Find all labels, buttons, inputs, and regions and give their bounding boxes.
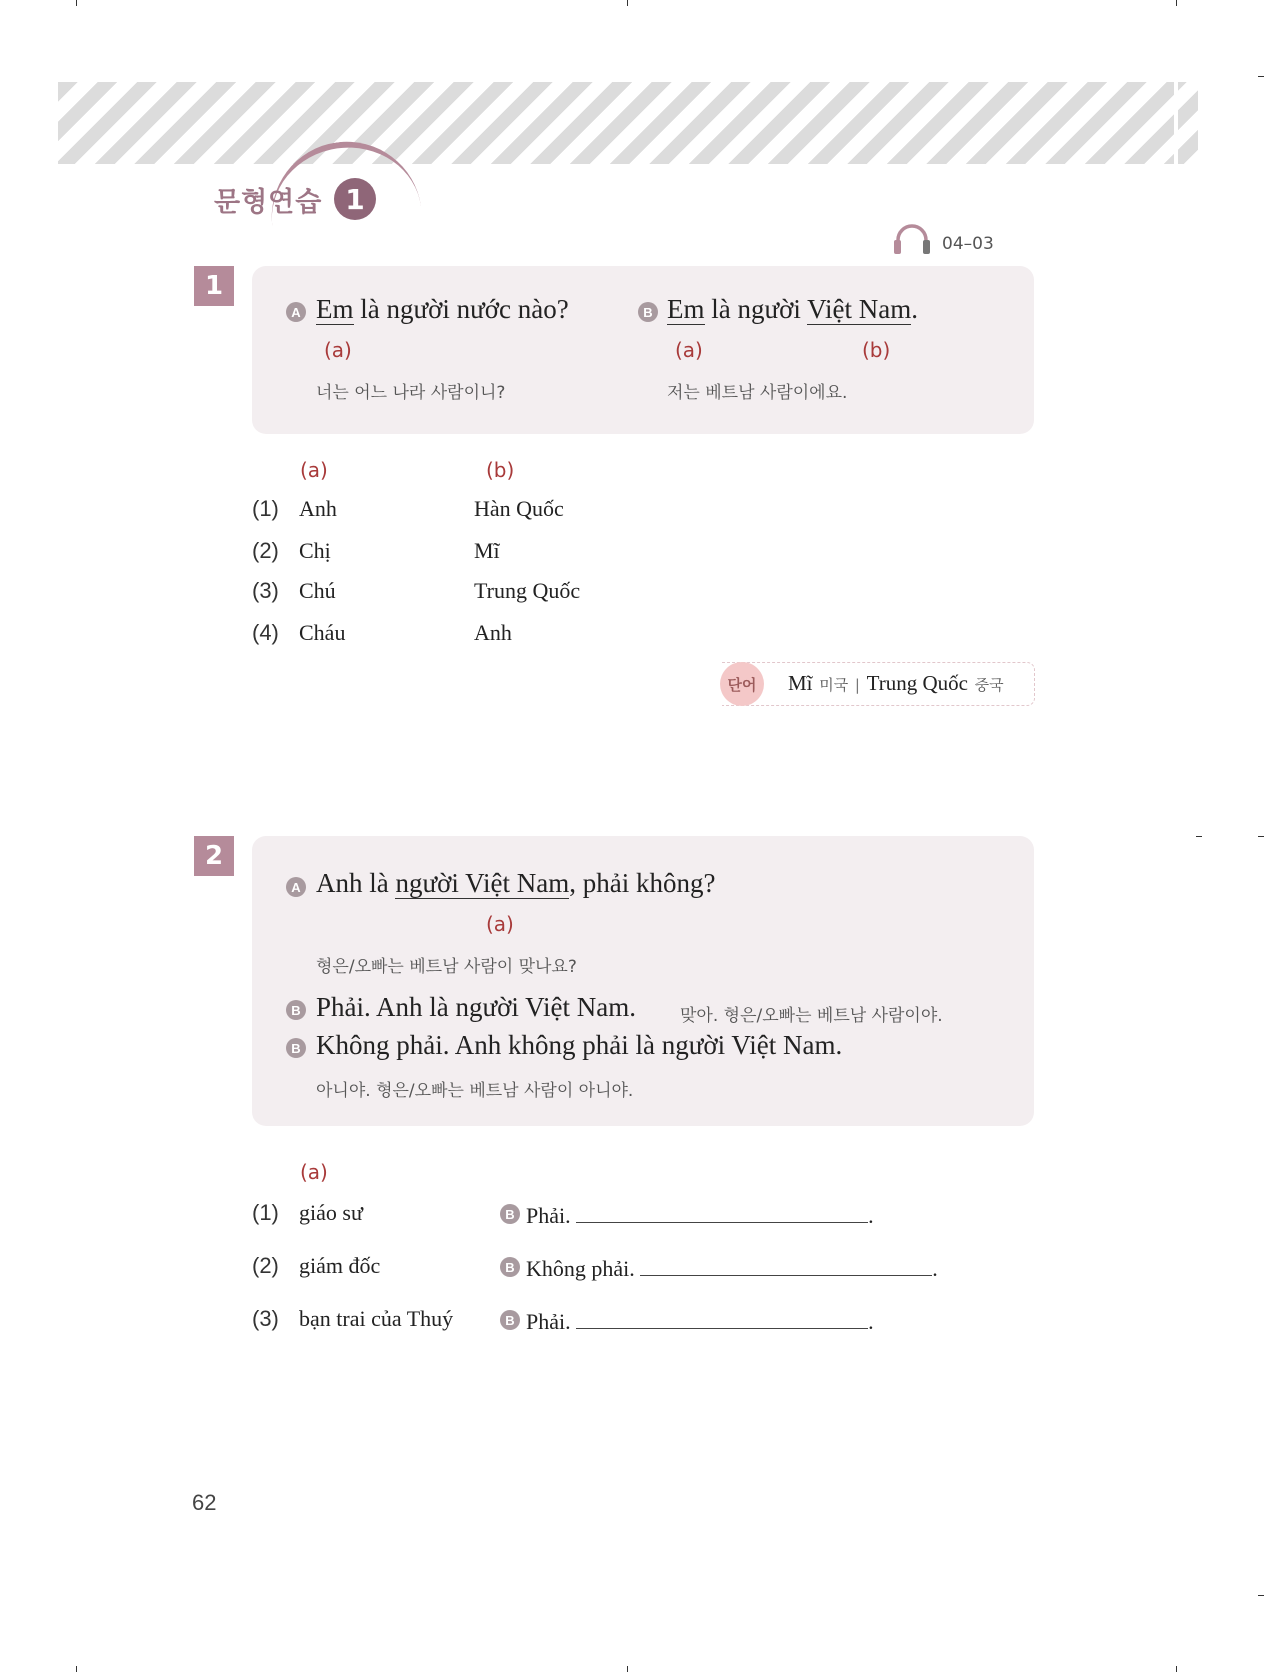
section-title: 문형연습 <box>214 187 323 218</box>
row-word-b: Trung Quốc <box>474 578 581 603</box>
speaker-b-badge: B <box>286 1000 306 1020</box>
answer-blank[interactable] <box>576 1200 868 1223</box>
answer-blank[interactable] <box>576 1306 868 1329</box>
crop-mark <box>627 0 628 6</box>
blank-label-a: (a) <box>324 338 352 362</box>
section-number: 1 <box>334 178 376 220</box>
question-end: , phải không? <box>569 868 716 898</box>
answer-period: . <box>868 1203 874 1228</box>
row-word-b: Anh <box>474 620 512 645</box>
row-number: (1) <box>252 496 279 521</box>
underlined-word: Em <box>316 294 354 324</box>
column-header-a: (a) <box>300 458 328 482</box>
answer-prefix: Không phải. <box>526 1256 635 1281</box>
korean-translation: 너는 어느 나라 사람이니? <box>316 383 506 403</box>
row-word-a: Anh <box>299 496 337 521</box>
answer-blank[interactable] <box>640 1253 932 1276</box>
speaker-b-badge: B <box>500 1204 520 1224</box>
vocab-separator: | <box>854 676 860 694</box>
crop-mark <box>627 1666 628 1672</box>
crop-mark <box>76 1666 77 1672</box>
row-number: (4) <box>252 620 279 645</box>
model-question <box>316 868 716 899</box>
audio-track-code: 04–03 <box>942 234 994 254</box>
crop-mark <box>76 0 77 6</box>
answer-end: . <box>911 294 919 324</box>
answer-period: . <box>932 1256 938 1281</box>
row-word-a: giám đốc <box>299 1253 381 1278</box>
vocab-word: Trung Quốc <box>866 671 968 695</box>
crop-mark <box>1196 836 1202 837</box>
crop-mark <box>1258 76 1264 77</box>
speaker-b-badge: B <box>638 302 658 322</box>
vocab-meaning: 미국 <box>819 676 849 694</box>
korean-translation: 저는 베트남 사람이에요. <box>667 383 848 403</box>
exercise-number: 1 <box>194 266 234 306</box>
model-answer-no: Không phải. Anh không phải là người Việt Nam. <box>316 1030 843 1060</box>
exercise-number: 2 <box>194 836 234 876</box>
headphones-icon[interactable] <box>892 222 932 256</box>
blank-label-a: (a) <box>675 338 703 362</box>
underlined-word: người Việt Nam <box>395 868 570 898</box>
crop-mark <box>1258 1595 1264 1596</box>
row-word-b: Hàn Quốc <box>474 496 564 521</box>
answer-prefix: Phải. <box>526 1309 571 1334</box>
speaker-a-badge: A <box>286 302 306 322</box>
vocab-label: 단어 <box>720 662 764 706</box>
blank-label-b: (b) <box>862 338 891 362</box>
korean-translation: 맞아. 형은/오빠는 베트남 사람이야. <box>680 1006 943 1026</box>
row-number: (2) <box>252 538 279 563</box>
question-start: Anh là <box>316 868 396 898</box>
row-number: (3) <box>252 578 279 603</box>
column-header-a: (a) <box>300 1160 328 1184</box>
underlined-word: Việt Nam <box>807 294 912 324</box>
row-number: (2) <box>252 1253 279 1278</box>
model-dialogue-panel <box>252 266 1034 434</box>
question-rest: là người nước nào? <box>353 294 569 324</box>
crop-mark <box>1258 836 1264 837</box>
answer-line <box>526 1253 938 1282</box>
blank-label-a: (a) <box>486 912 514 936</box>
speaker-b-badge: B <box>500 1257 520 1277</box>
korean-translation: 형은/오빠는 베트남 사람이 맞나요? <box>316 957 577 977</box>
row-number: (3) <box>252 1306 279 1331</box>
crop-mark <box>1176 1666 1177 1672</box>
answer-period: . <box>868 1309 874 1334</box>
vocab-word: Mĩ <box>788 671 813 695</box>
crop-mark <box>1176 0 1177 6</box>
page-number: 62 <box>192 1490 217 1515</box>
row-number: (1) <box>252 1200 279 1225</box>
answer-prefix: Phải. <box>526 1203 571 1228</box>
vocab-meaning: 중국 <box>974 676 1004 694</box>
vocab-list <box>788 671 1004 696</box>
korean-translation: 아니야. 형은/오빠는 베트남 사람이 아니야. <box>316 1081 634 1101</box>
speaker-b-badge: B <box>286 1038 306 1058</box>
row-word-a: Cháu <box>299 620 346 645</box>
row-word-a: Chị <box>299 538 331 563</box>
answer-line <box>526 1306 874 1335</box>
header-stripes <box>58 82 1198 164</box>
speaker-a-badge: A <box>286 877 306 897</box>
row-word-b: Mĩ <box>474 538 500 563</box>
model-question <box>316 294 569 325</box>
speaker-b-badge: B <box>500 1310 520 1330</box>
answer-line <box>526 1200 874 1229</box>
answer-middle: là người <box>704 294 808 324</box>
row-word-a: Chú <box>299 578 336 603</box>
model-answer-yes: Phải. Anh là người Việt Nam. <box>316 992 637 1022</box>
column-header-b: (b) <box>486 458 515 482</box>
row-word-a: bạn trai của Thuý <box>299 1306 454 1331</box>
underlined-word: Em <box>667 294 705 324</box>
row-word-a: giáo sư <box>299 1200 363 1225</box>
header-stripes-gap <box>1174 82 1178 164</box>
model-answer <box>667 294 918 325</box>
